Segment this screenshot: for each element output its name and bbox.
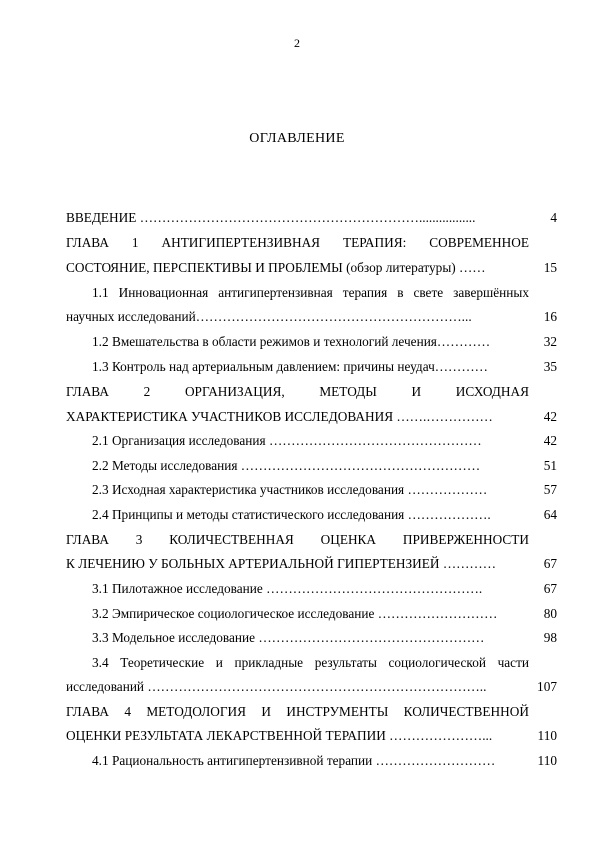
word: ИСХОДНАЯ — [455, 384, 529, 399]
toc-page-section-3-4: 107 — [537, 679, 557, 694]
word: ТЕРАПИЯ: — [342, 235, 407, 250]
word: Инновационная — [118, 285, 209, 300]
toc-page-section-2-1: 42 — [543, 433, 557, 448]
word: в — [397, 285, 404, 300]
word: Теоретические — [120, 655, 205, 670]
word: МЕТОДОЛОГИЯ — [146, 704, 246, 719]
word: части — [497, 655, 529, 670]
toc-entry-section-3-3[interactable]: 3.3 Модельное исследование …………………………………………… — [92, 630, 485, 645]
word: ГЛАВА — [66, 704, 109, 719]
toc-entry-section-3-4-line2[interactable]: исследований ………………………………………………………………….. — [66, 679, 487, 694]
toc-entry-section-2-2[interactable]: 2.2 Методы исследования ……………………………………………… — [92, 458, 481, 473]
toc-entry-section-2-1[interactable]: 2.1 Организация исследования ………………………………………… — [92, 433, 482, 448]
word: МЕТОДЫ — [319, 384, 377, 399]
toc-page-section-3-3: 98 — [543, 630, 557, 645]
toc-page-chapter-3: 67 — [543, 556, 557, 571]
word: 3.4 — [92, 655, 109, 670]
toc-entry-chapter-4-line2[interactable]: ОЦЕНКИ РЕЗУЛЬТАТА ЛЕКАРСТВЕННОЙ ТЕРАПИИ …………………... — [66, 728, 493, 743]
toc-entry-chapter-1-line2[interactable]: СОСТОЯНИЕ, ПЕРСПЕКТИВЫ И ПРОБЛЕМЫ (обзор литературы) …… — [66, 260, 486, 275]
word: И — [261, 704, 271, 719]
toc-entry-section-1-1-line2[interactable]: научных исследований……………………………………………………... — [66, 309, 472, 324]
word: И — [411, 384, 422, 399]
toc-entry-chapter-1[interactable] — [66, 234, 529, 251]
toc-page-section-3-1: 67 — [543, 581, 557, 596]
toc-entry-section-3-4[interactable] — [92, 654, 529, 671]
toc-page-section-2-3: 57 — [543, 482, 557, 497]
toc-page-section-1-1: 16 — [543, 309, 557, 324]
word: ПРИВЕРЖЕННОСТИ — [402, 532, 529, 547]
word: ИНСТРУМЕНТЫ — [286, 704, 389, 719]
toc-entry-section-1-3[interactable]: 1.3 Контроль над артериальным давлением: причины неудач………… — [92, 359, 488, 374]
toc-page-section-2-2: 51 — [543, 458, 557, 473]
toc-page-section-2-4: 64 — [543, 507, 557, 522]
word: 2 — [143, 384, 151, 399]
word: 1 — [131, 235, 139, 250]
word: СОВРЕМЕННОЕ — [429, 235, 529, 250]
word: КОЛИЧЕСТВЕННАЯ — [169, 532, 294, 547]
toc-entry-section-3-1[interactable]: 3.1 Пилотажное исследование …………………………………………. — [92, 581, 483, 596]
toc-page-section-3-2: 80 — [543, 606, 557, 621]
word: 3 — [135, 532, 143, 547]
toc-entry-chapter-3-line2[interactable]: К ЛЕЧЕНИЮ У БОЛЬНЫХ АРТЕРИАЛЬНОЙ ГИПЕРТЕНЗИЕЙ ………… — [66, 556, 497, 571]
word: свете — [413, 285, 444, 300]
toc-entry-chapter-2[interactable] — [66, 383, 529, 400]
toc-page-section-4-1: 110 — [537, 753, 557, 768]
toc-page-section-1-2: 32 — [543, 334, 557, 349]
word: терапия — [342, 285, 388, 300]
word: результаты — [314, 655, 377, 670]
word: 4 — [124, 704, 131, 719]
word: ГЛАВА — [66, 384, 109, 399]
toc-page-section-1-3: 35 — [543, 359, 557, 374]
word: ОРГАНИЗАЦИЯ, — [184, 384, 285, 399]
toc-entry-section-1-2[interactable]: 1.2 Вмешательства в области режимов и технологий лечения………… — [92, 334, 491, 349]
word: антигипертензивная — [218, 285, 333, 300]
toc-entry-chapter-2-line2[interactable]: ХАРАКТЕРИСТИКА УЧАСТНИКОВ ИССЛЕДОВАНИЯ …….…………… — [66, 409, 493, 424]
toc-entry-chapter-4[interactable] — [66, 703, 529, 720]
word: КОЛИЧЕСТВЕННОЙ — [403, 704, 529, 719]
toc-entry-chapter-3[interactable] — [66, 531, 529, 548]
word: социологической — [388, 655, 486, 670]
toc-entry-section-2-4[interactable]: 2.4 Принципы и методы статистического исследования ………………. — [92, 507, 491, 522]
toc-entry-section-2-3[interactable]: 2.3 Исходная характеристика участников исследования ……………… — [92, 482, 488, 497]
word: 1.1 — [92, 285, 109, 300]
toc-entry-section-3-2[interactable]: 3.2 Эмпирическое социологическое исследование ……………………… — [92, 606, 498, 621]
word: АНТИГИПЕРТЕНЗИВНАЯ — [161, 235, 321, 250]
word: и — [215, 655, 223, 670]
toc-page-chapter-1: 15 — [543, 260, 557, 275]
page-number: 2 — [294, 36, 300, 50]
page-title: ОГЛАВЛЕНИЕ — [249, 131, 345, 146]
toc-entry-section-1-1[interactable] — [92, 284, 529, 301]
word: завершённых — [453, 285, 529, 300]
toc-page-chapter-2: 42 — [543, 409, 557, 424]
word: ОЦЕНКА — [320, 532, 377, 547]
word: прикладные — [234, 655, 304, 670]
word: ГЛАВА — [66, 532, 109, 547]
toc-entry-intro[interactable]: ВВЕДЕНИЕ ………………………………………………………................. — [66, 210, 476, 225]
toc-page-intro: 4 — [550, 210, 557, 225]
toc-entry-section-4-1[interactable]: 4.1 Рациональность антигипертензивной терапии ……………………… — [92, 753, 496, 768]
toc-page-chapter-4: 110 — [537, 728, 557, 743]
word: ГЛАВА — [66, 235, 109, 250]
